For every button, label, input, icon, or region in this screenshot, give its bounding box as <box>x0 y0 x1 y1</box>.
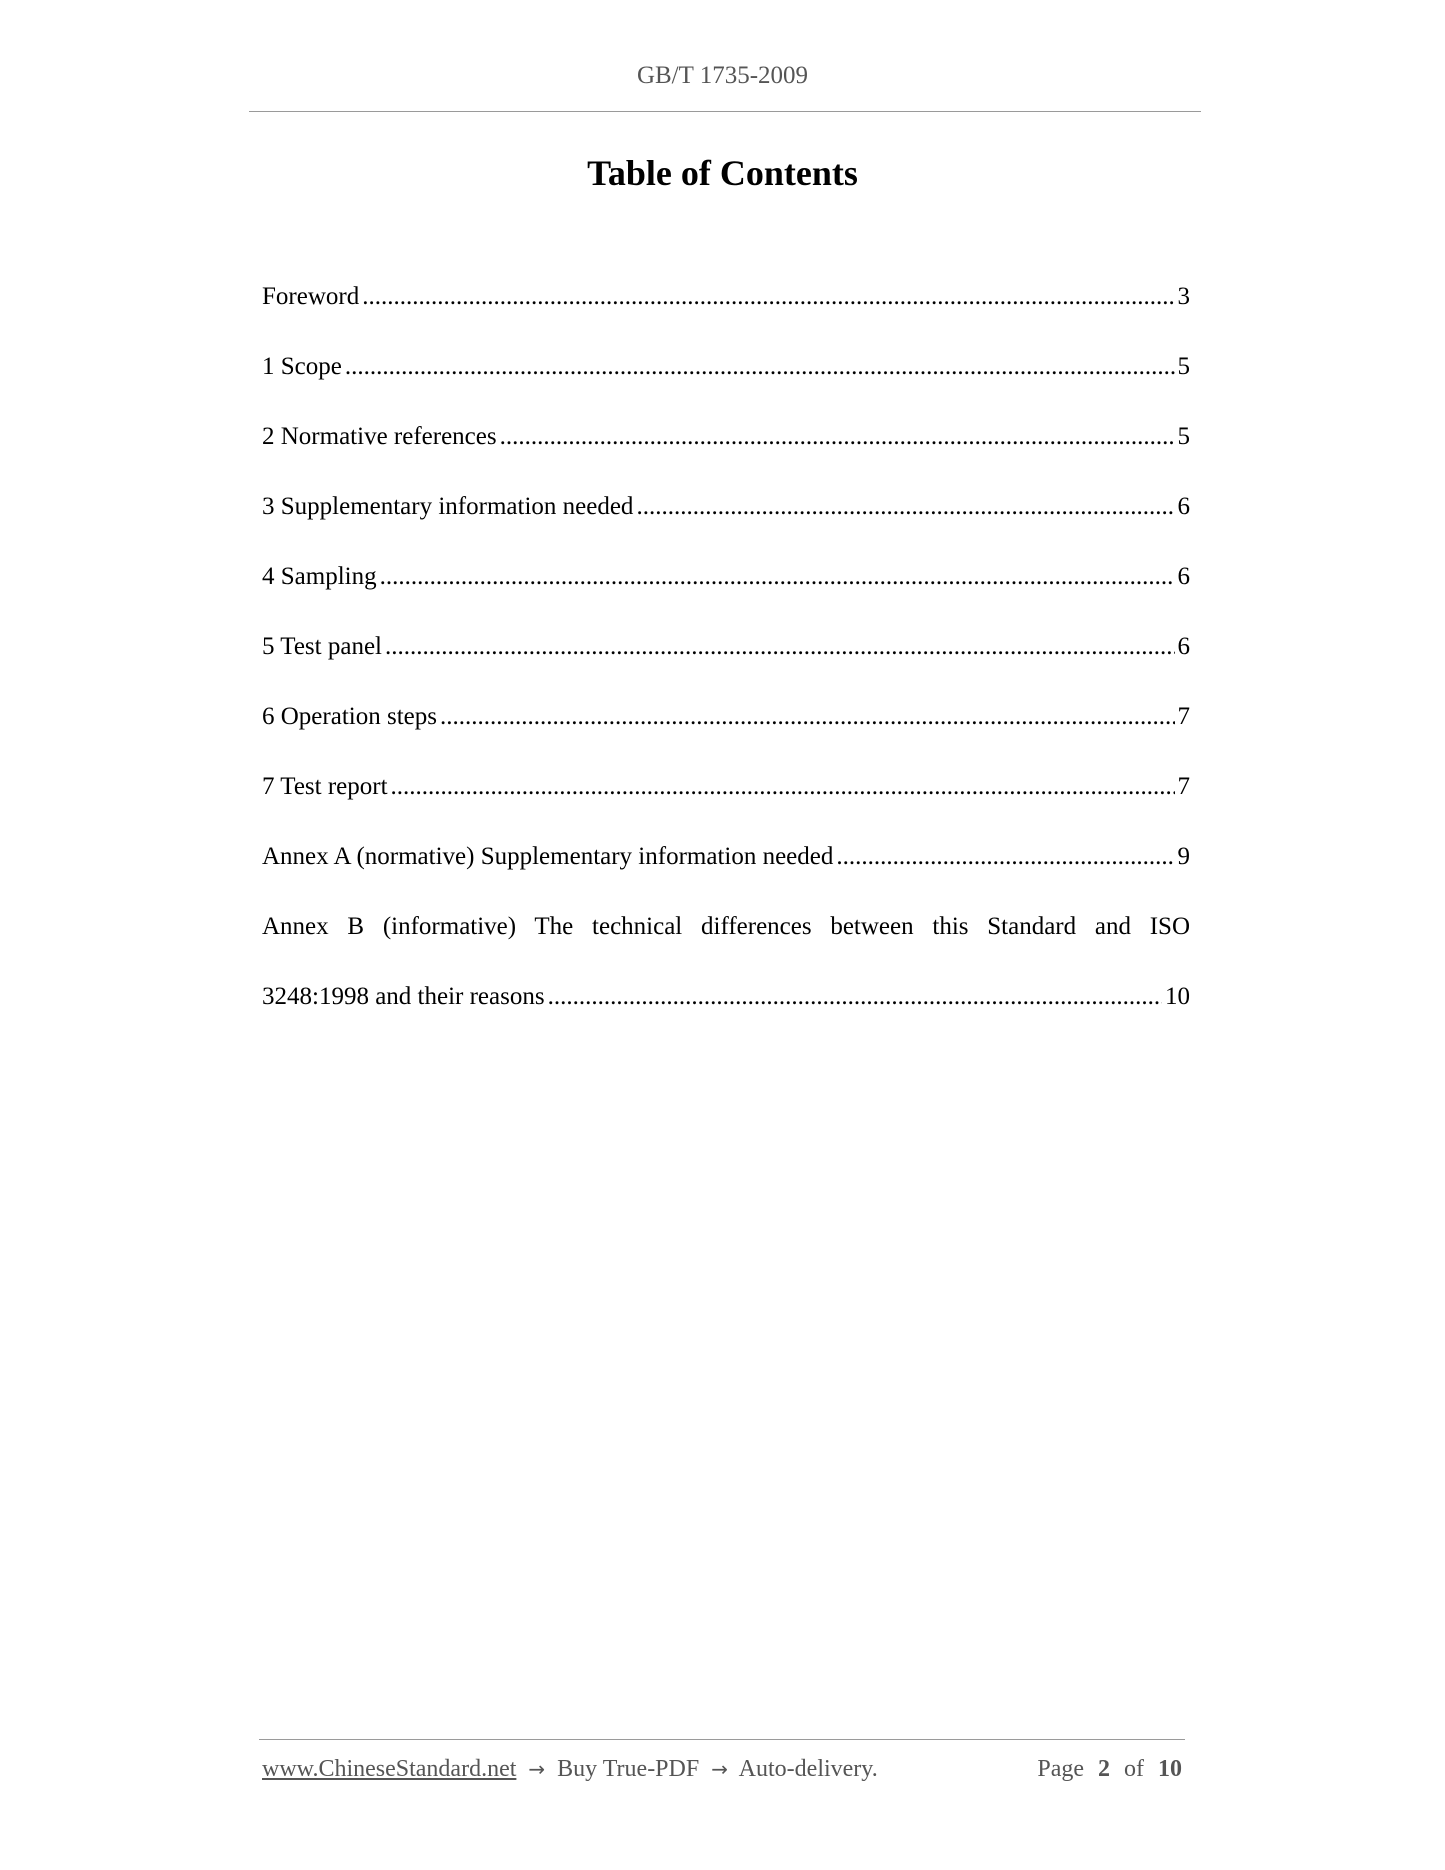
toc-entry-annex-a[interactable] <box>262 822 1190 892</box>
toc-dot-leader <box>391 752 1175 822</box>
toc-page-number: 6 <box>1177 493 1190 520</box>
toc-entry-label: 6 Operation steps <box>262 703 437 730</box>
toc-entry-foreword[interactable] <box>262 262 1190 332</box>
toc-dot-leader <box>385 612 1175 682</box>
toc-dot-leader <box>836 822 1174 892</box>
page-footer <box>262 1756 1182 1783</box>
toc-page-number: 7 <box>1177 703 1190 730</box>
toc-page-number: 6 <box>1177 563 1190 590</box>
delivery-text: Auto-delivery. <box>738 1756 878 1782</box>
toc-page-number: 7 <box>1177 773 1190 800</box>
toc-entry-scope[interactable] <box>262 332 1190 402</box>
toc-entry-operation-steps[interactable] <box>262 682 1190 752</box>
footer-divider <box>259 1739 1185 1740</box>
page-indicator <box>1037 1756 1182 1783</box>
document-code-header: GB/T 1735-2009 <box>636 62 809 89</box>
toc-entry-label-line2: 3248:1998 and their reasons <box>262 983 545 1010</box>
right-arrow-icon: → <box>528 1757 546 1781</box>
toc-entry-annex-b[interactable] <box>262 892 1190 1032</box>
footer-promo <box>262 1756 878 1783</box>
right-arrow-icon: → <box>711 1757 728 1781</box>
toc-dot-leader <box>380 542 1175 612</box>
toc-dot-leader <box>440 682 1175 752</box>
current-page-number: 2 <box>1098 1756 1110 1782</box>
toc-dot-leader <box>362 262 1174 332</box>
toc-entry-label: Foreword <box>262 283 360 310</box>
toc-entry-label: 7 Test report <box>262 773 388 800</box>
toc-page-number: 3 <box>1177 283 1190 310</box>
toc-entry-label-line1: Annex B (informative) The technical differences between this Standard and ISO <box>262 913 1190 940</box>
toc-dot-leader <box>636 472 1174 542</box>
toc-entry-test-report[interactable] <box>262 752 1190 822</box>
toc-page-number: 5 <box>1177 353 1190 380</box>
toc-entry-normative-references[interactable] <box>262 402 1190 472</box>
page-label: Page <box>1037 1756 1084 1782</box>
toc-page-number: 9 <box>1177 843 1190 870</box>
page-title: Table of Contents <box>587 153 858 193</box>
toc-page-number: 10 <box>1165 983 1190 1010</box>
page-of-label: of <box>1124 1756 1144 1782</box>
toc-page-number: 5 <box>1177 423 1190 450</box>
toc-entry-label: 2 Normative references <box>262 423 497 450</box>
buy-text: Buy True-PDF <box>557 1756 700 1782</box>
toc-list <box>262 262 1190 1032</box>
toc-dot-leader <box>548 962 1162 1032</box>
toc-entry-label: 4 Sampling <box>262 563 377 590</box>
toc-entry-test-panel[interactable] <box>262 612 1190 682</box>
toc-entry-sampling[interactable] <box>262 542 1190 612</box>
toc-dot-leader <box>500 402 1175 472</box>
toc-page-number: 6 <box>1177 633 1190 660</box>
toc-entry-supplementary-information[interactable] <box>262 472 1190 542</box>
toc-entry-label: 5 Test panel <box>262 633 382 660</box>
toc-dot-leader <box>345 332 1175 402</box>
website-link[interactable]: www.ChineseStandard.net <box>262 1756 517 1782</box>
header-divider <box>249 111 1201 112</box>
toc-entry-label: 3 Supplementary information needed <box>262 493 634 520</box>
toc-entry-label: Annex A (normative) Supplementary information needed <box>262 843 834 870</box>
total-page-number: 10 <box>1158 1756 1182 1782</box>
toc-entry-label: 1 Scope <box>262 353 342 380</box>
